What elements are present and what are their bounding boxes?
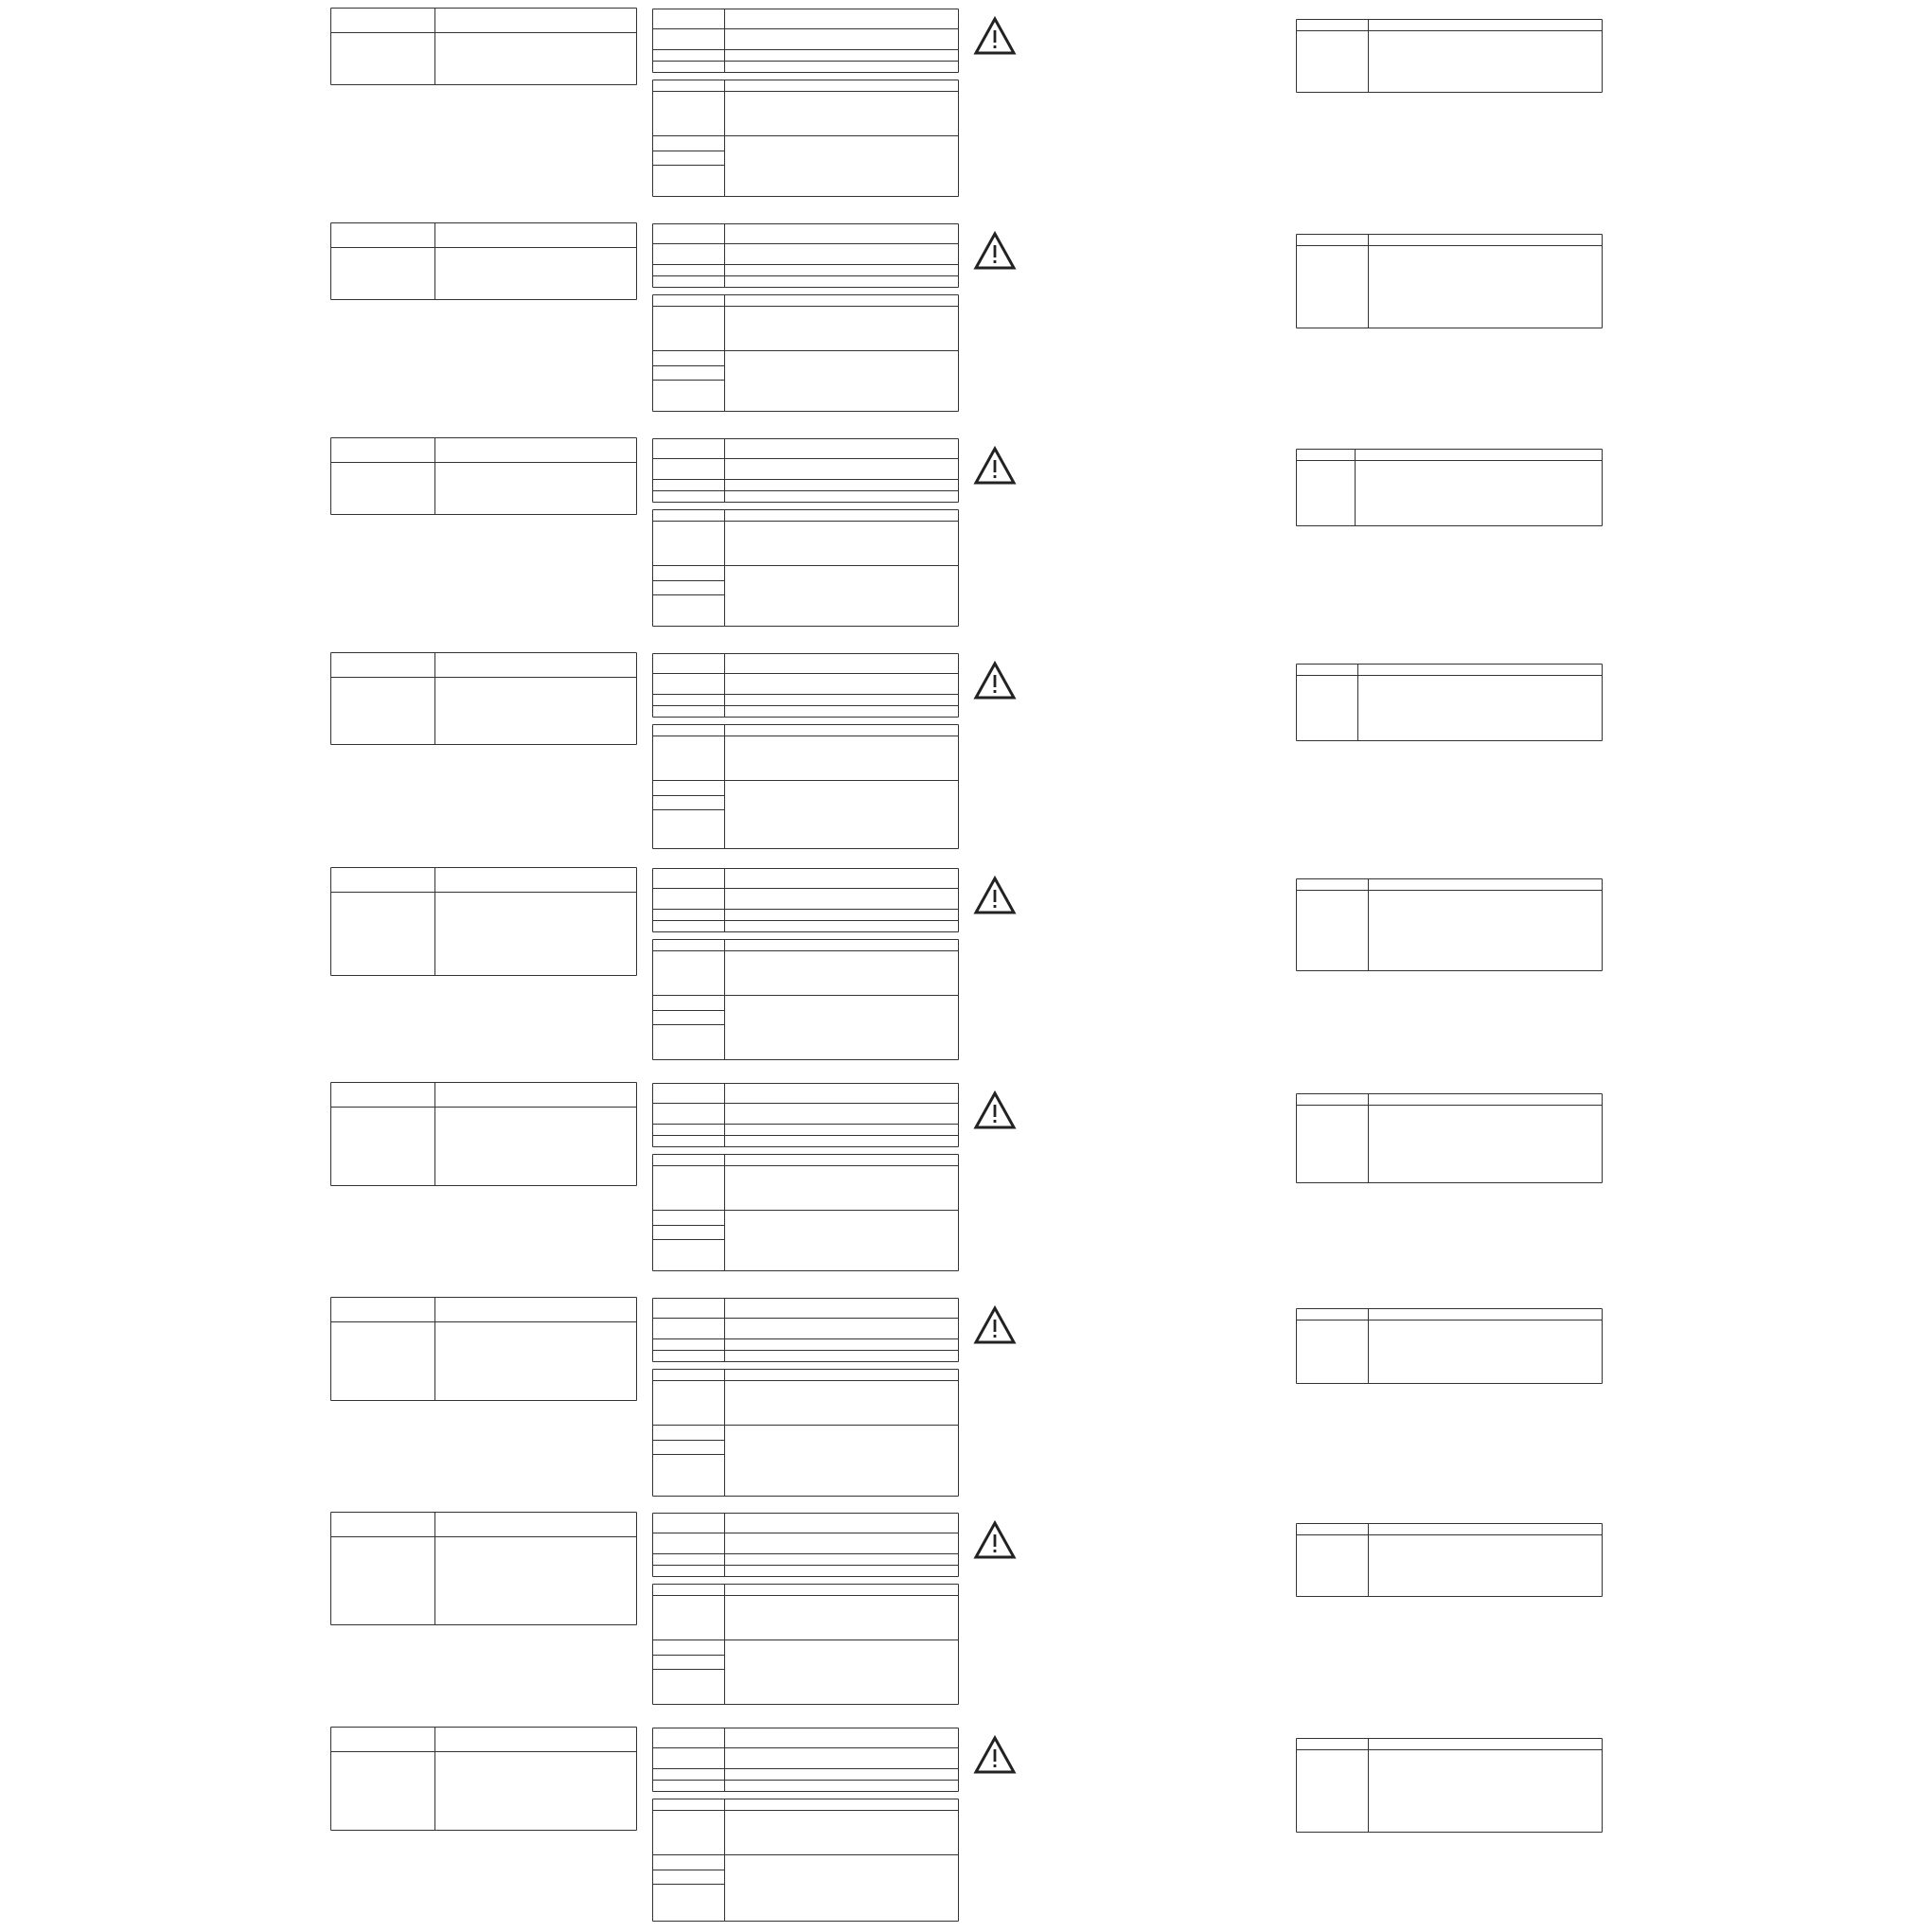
table-rule xyxy=(652,1747,959,1748)
table-rule xyxy=(724,223,725,288)
table-rule xyxy=(652,49,959,50)
table-rule xyxy=(1368,1738,1369,1833)
table-rule xyxy=(652,1669,724,1670)
table-rule xyxy=(652,1884,724,1885)
table-rule xyxy=(1296,245,1603,246)
table-rule xyxy=(1368,19,1369,93)
table-rule xyxy=(1368,1308,1369,1384)
table-rule xyxy=(652,1565,959,1566)
table-rule xyxy=(1296,30,1603,31)
upper-info-table xyxy=(652,868,959,932)
table-rule xyxy=(652,1768,959,1769)
lower-info-table xyxy=(652,724,959,849)
table-rule xyxy=(652,673,959,674)
table-rule xyxy=(1368,878,1369,971)
table-rule xyxy=(724,9,725,73)
table-rule xyxy=(652,1103,959,1104)
table-rule xyxy=(652,1239,724,1240)
upper-info-table xyxy=(652,1513,959,1577)
table-rule xyxy=(724,509,725,627)
upper-info-table xyxy=(652,1298,959,1362)
table-rule xyxy=(652,809,724,810)
table-rule xyxy=(724,868,725,932)
warning-triangle-icon xyxy=(973,231,1017,271)
table-rule xyxy=(724,1513,725,1577)
table-rule xyxy=(1368,1523,1369,1597)
table-rule xyxy=(652,1024,724,1025)
left-table xyxy=(330,867,637,976)
table-rule xyxy=(330,892,637,893)
table-rule xyxy=(330,32,637,33)
table-rule xyxy=(652,1380,959,1381)
table-rule xyxy=(652,1135,959,1136)
table-rule xyxy=(330,1321,637,1322)
table-rule xyxy=(330,462,637,463)
table-rule xyxy=(652,795,724,796)
table-rule xyxy=(724,724,725,849)
table-rule xyxy=(652,565,959,566)
table-rule xyxy=(652,521,959,522)
warning-triangle-icon xyxy=(973,661,1017,700)
table-rule xyxy=(652,479,959,480)
upper-info-table xyxy=(652,653,959,718)
table-rule xyxy=(652,594,724,595)
table-rule xyxy=(434,1727,435,1831)
table-rule xyxy=(1368,234,1369,328)
table-rule xyxy=(434,222,435,300)
table-rule xyxy=(652,243,959,244)
warning-triangle-icon xyxy=(973,1305,1017,1345)
table-rule xyxy=(434,867,435,976)
table-rule xyxy=(652,705,959,706)
table-rule xyxy=(724,1799,725,1922)
table-rule xyxy=(652,135,959,136)
table-rule xyxy=(1296,460,1603,461)
table-rule xyxy=(652,995,959,996)
warning-triangle-icon xyxy=(973,446,1017,486)
table-rule xyxy=(652,909,959,910)
table-rule xyxy=(724,653,725,718)
lower-info-table xyxy=(652,509,959,627)
warning-triangle-icon xyxy=(973,16,1017,56)
table-rule xyxy=(1296,1534,1603,1535)
left-table xyxy=(330,1082,637,1186)
table-rule xyxy=(652,165,724,166)
table-rule xyxy=(652,580,724,581)
table-rule xyxy=(724,1728,725,1792)
left-table xyxy=(330,1727,637,1831)
right-table xyxy=(1296,234,1603,328)
table-rule xyxy=(652,350,959,351)
left-table xyxy=(330,437,637,515)
right-table xyxy=(1296,1738,1603,1833)
table-rule xyxy=(652,1780,959,1781)
lower-info-table xyxy=(652,1584,959,1705)
table-rule xyxy=(330,247,637,248)
upper-info-table xyxy=(652,9,959,73)
table-rule xyxy=(1296,1105,1603,1106)
table-rule xyxy=(434,437,435,515)
table-rule xyxy=(652,694,959,695)
table-rule xyxy=(652,1810,959,1811)
left-table xyxy=(330,222,637,300)
table-rule xyxy=(652,458,959,459)
table-rule xyxy=(652,275,959,276)
table-rule xyxy=(1296,890,1603,891)
lower-info-table xyxy=(652,1154,959,1271)
table-rule xyxy=(724,1083,725,1147)
lower-info-table xyxy=(652,80,959,197)
left-table xyxy=(330,1297,637,1401)
table-rule xyxy=(652,1338,959,1339)
table-rule xyxy=(652,1553,959,1554)
table-rule xyxy=(724,1584,725,1705)
table-rule xyxy=(652,780,959,781)
lower-info-table xyxy=(652,1799,959,1922)
left-table xyxy=(330,8,637,85)
table-rule xyxy=(1296,1749,1603,1750)
left-table xyxy=(330,1512,637,1625)
table-rule xyxy=(652,1124,959,1125)
upper-info-table xyxy=(652,438,959,503)
table-rule xyxy=(330,1751,637,1752)
table-rule xyxy=(724,1369,725,1497)
right-table xyxy=(1296,878,1603,971)
table-rule xyxy=(724,1154,725,1271)
table-rule xyxy=(330,677,637,678)
table-rule xyxy=(652,1425,959,1426)
table-rule xyxy=(652,1854,959,1855)
table-rule xyxy=(724,939,725,1060)
table-rule xyxy=(434,652,435,745)
table-rule xyxy=(1355,449,1356,526)
table-rule xyxy=(652,380,724,381)
table-rule xyxy=(1368,1093,1369,1183)
warning-triangle-icon xyxy=(973,1520,1017,1560)
table-rule xyxy=(724,1298,725,1362)
right-table xyxy=(1296,1093,1603,1183)
table-rule xyxy=(724,438,725,503)
table-rule xyxy=(434,1512,435,1625)
table-rule xyxy=(330,1536,637,1537)
table-rule xyxy=(652,365,724,366)
table-rule xyxy=(330,1107,637,1108)
warning-triangle-icon xyxy=(973,1735,1017,1775)
table-rule xyxy=(652,61,959,62)
table-rule xyxy=(652,888,959,889)
left-table xyxy=(330,652,637,745)
lower-info-table xyxy=(652,1369,959,1497)
warning-triangle-icon xyxy=(973,876,1017,915)
table-rule xyxy=(652,1165,959,1166)
table-rule xyxy=(652,1318,959,1319)
table-rule xyxy=(652,920,959,921)
table-rule xyxy=(652,950,959,951)
table-rule xyxy=(652,1595,959,1596)
table-rule xyxy=(652,1454,724,1455)
table-rule xyxy=(1296,675,1603,676)
lower-info-table xyxy=(652,294,959,412)
table-rule xyxy=(724,80,725,197)
table-rule xyxy=(652,490,959,491)
table-rule xyxy=(434,8,435,85)
table-rule xyxy=(652,306,959,307)
upper-info-table xyxy=(652,1083,959,1147)
table-rule xyxy=(652,1010,724,1011)
table-rule xyxy=(652,1210,959,1211)
table-rule xyxy=(652,1655,724,1656)
table-rule xyxy=(652,1440,724,1441)
upper-info-table xyxy=(652,1728,959,1792)
table-rule xyxy=(434,1297,435,1401)
table-rule xyxy=(724,294,725,412)
table-rule xyxy=(652,264,959,265)
upper-info-table xyxy=(652,223,959,288)
table-rule xyxy=(652,1350,959,1351)
lower-info-table xyxy=(652,939,959,1060)
table-rule xyxy=(434,1082,435,1186)
table-rule xyxy=(652,28,959,29)
warning-triangle-icon xyxy=(973,1090,1017,1130)
table-rule xyxy=(652,1225,724,1226)
table-rule xyxy=(1357,664,1358,741)
table-rule xyxy=(652,91,959,92)
